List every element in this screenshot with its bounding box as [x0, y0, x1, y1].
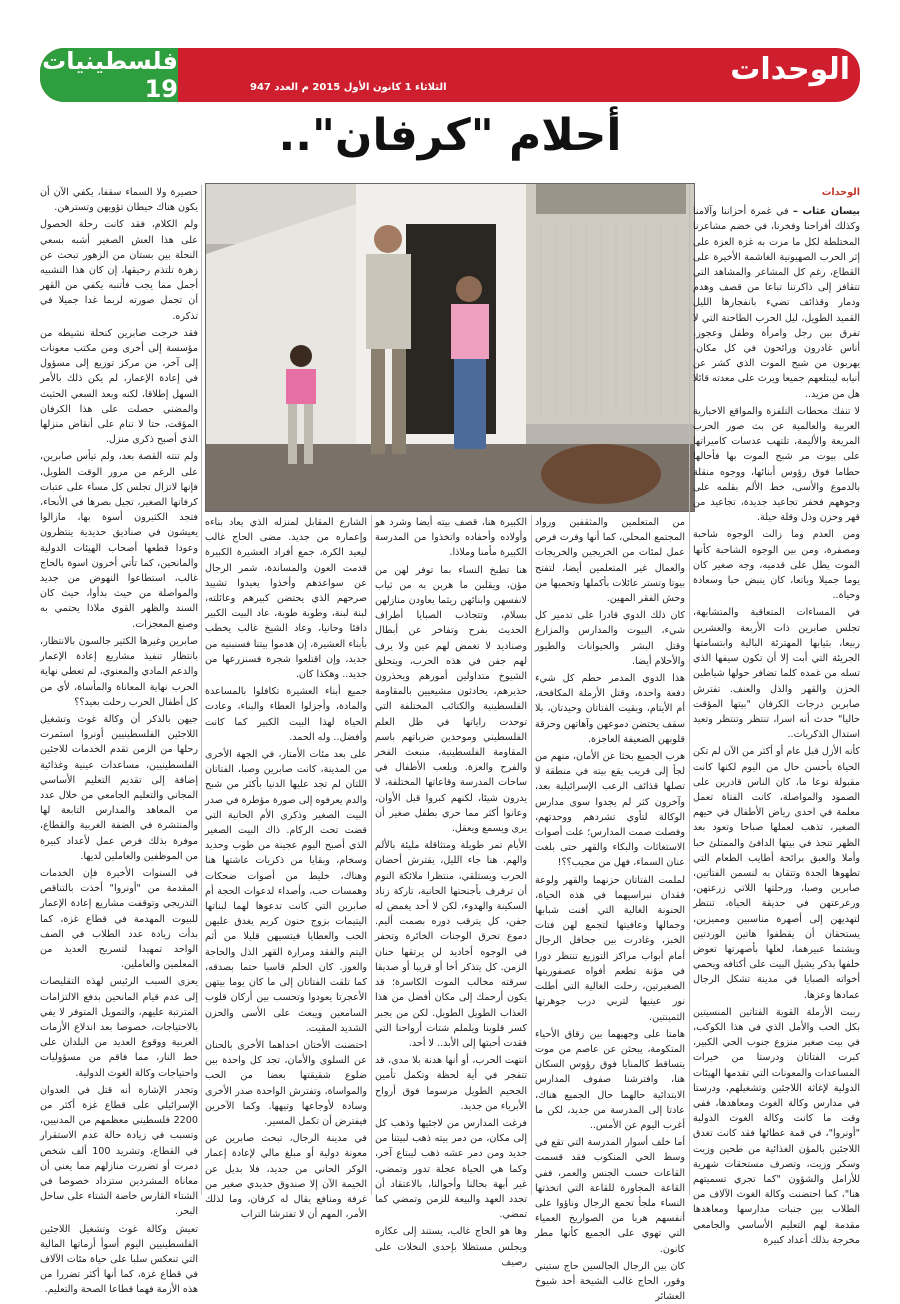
paragraph: كان ذلك الدوي قادرا على تدمير كل شيء، البيوت والمدارس والمزارع وقتل البشر والحيوانات والطيور والأحلام أيضا.	[535, 610, 685, 667]
article-column-4	[205, 515, 367, 1221]
article-credit: الوحدات	[821, 187, 860, 198]
article-column-2	[535, 515, 685, 1303]
paragraph: على بعد مئات الأمتار، في الجهة الأخرى من المدينة، كانت صابرين وصبا، الفتاتان اللتان لم تجد عليها الدنيا بأكثر من شبح والدم يعرفوه إلى صورة مؤطرة في صدر البيت الصغير وذكرى الأم الحانية التي قضت تحت الركام. ذاك البيت الصغير الذي أصبح اليوم عجينة من طوب وحديد وسخام، وبقايا من ذكريات عاشتها هنا وهناك، خليط من أصوات ضحكات وهمسات حب، وأصداء لدعوات الحجة أم صابرين التي كانت تدعوها لهما لبناتها اليتيمات بزوج حنون كريم يغدق عليهن الحب والعطايا فيتسيهن قليلا من أثم اليتم والفقد ومرارة القهر الذل والحاجة والعوز. كان الحلم قاسيا حتما بصدقه، كما تلقت الفتاتان إلى ما كان يوما بيتهن الأعجرتا يعودوا وتحسب بين أركان قلوب السامعين ويبعث على الأسى والحزن الشديد المقيت.	[205, 749, 367, 1034]
column-divider	[201, 185, 202, 1195]
caravan-photo-illustration	[206, 184, 694, 511]
paragraph: وتجدر الإشارة أنه قتل في العدوان الإسرائيلي على قطاع غزة أكثر من 2200 فلسطيني معظمهم من المدنيين، وتسبب في زيادة حالة عدم الاستقرار في القطاع، وتشريد 100 ألف شخص دمرت أو تضررت منازلهم مما يعني أن معاناة المشردين ستزداد خصوصا في الشتاء القارس خاصة الشتاء على ساحل البحر.	[40, 1084, 199, 1218]
paragraph: جيهن بالذكر أن وكالة غوث وتشغيل اللاجئين الفلسطينيين أونروا استمرت رحلها من الزمن تقدم الخدمات للاجئين الفلسطينيين، مساعدات عينية وغذائية إضافة إلى تقديم التعليم الأساسي المجاني والتعليم الجامعي من خلال عدد من المعاهد والمدارس التابعة لها والمنتشرة في الضفة الغربية والقطاع، موفرة بذلك فرص عمل لأعداد كبيرة من الموظفين والعاملين لديها.	[40, 713, 198, 862]
paragraph: حصيرة ولا السماء سقفا، يكفي الآن أن يكون هناك حيطان تؤويهن وتسترهن.	[40, 187, 198, 214]
article-column-1	[693, 185, 860, 1246]
article-column-5	[40, 185, 199, 1296]
article-headline: أحلام "كرفان"..	[278, 110, 622, 161]
column-divider	[531, 515, 532, 1195]
section-label	[40, 48, 178, 102]
author-byline: بيسان عثاب –	[792, 206, 860, 218]
paragraph: أما خلف أسوار المدرسة التي تقع في وسط الحي المنكوب فقد قسمت القاعات حسب الجنس والعمر، ففي القاعة المجاورة للقاعة التي اتخذتها النساء ملجأ تجمع الرجال وناؤوا على أنفسهم هربا من الصواريخ العمياء التي تهوي على الجميع كأنها مطر كانون.	[535, 1137, 685, 1255]
paragraph: ولم الكلام، فقد كانت رحلة الحصول على هذا العش الصغير أشبه بسعي النحلة بين بستان من الزهور تبحث عن زهرة تلتذم رحيقها، إن كان هذا التشبيه أجمل مما يجب فأتنبه يكفي من القهر أن تجمل صورته لربما غدا جميلا في تذكره.	[40, 219, 198, 322]
paragraph: هامتا على وجهيهما بين زقاق الأحياء المتكومة، يبحثن عن عاصم من موت يتساقط كالمنايا فوق رؤوس السكان هنا، وافترشنا صفوف المدارس الابتدائية حالهما حال الجميع هناك، عادتا إلى المدرسة من جديد، لكن ما أغرب اليوم عن الأمس..	[535, 1028, 685, 1131]
paragraph: هنا تطبخ النساء بما توفر لهن من مؤن، ويقلبن ما هربن به من ثياب لانفسهن وابنائهن ريثما يعاودن منازلهن بسلام، وتتجاذب الصبايا أطراف الحديث بفرح وتفاخر عن أبطال وصناديد لا تغمض لهم عين ولا يرف لهم جفن في هذه الحرب، ويتحلق الشيوخ متداولين أمورهم ويحذرون حذيرهم، يحادثون مشيعيين بالمقاومة الفلسطينية والكتائب المختلفة التي توحدت راياتها في ظل العلم الفلسطيني وموحدين ضرباتهم باسم المقاومة الفلسطينية، منبعث الفخر والفرح والعزة. ويلعب الأطفال في ساحات المدرسة وقاعاتها المختلفة، لا يدرون شيئا، لكنهم كبروا قبل الأوان، وعانوا أكثر مما حري بطفل صغير أن يرى ويسمع ويعقل.	[375, 564, 527, 835]
paragraph	[693, 204, 860, 402]
article-column-3	[375, 515, 527, 1268]
paragraph: الكبيرة هنا، قصف بيته أيضا وشرد هو وأولاده وأحفاده واتخذوا من المدرسة الكبيرة مأمنا وملاذا.	[375, 517, 527, 559]
paragraph: انتهت الحرب، أو أنها هدنة بلا مدى، قد تتفجر في أية لحظة وتكمل تأمين الجحيم الطويل مرسوما فوق أرواح الأبرياء من جديد.	[375, 1055, 527, 1112]
paragraph: ولم تنته القصة بعد، ولم تيأس صابرين، على الرغم من مرور الوقت الطويل، فإنها لاتزال تجلس كل مساء على عتبات كرفانها الصغير، تجيل بصرها في الأنحاء، فتجد الكثيرون أسوة بها، مازالوا يعيشون في صناديق حديدية ينتظرون وعودا قطعها أصحاب الهيئات الدولية والمانحين، كما تأتي أخرون اسوة بالحاج غالب، استطاعوا النهوض من جديد والمواصلة من حيث بدأوا، حيث كان السند والظهر القوي ملاذا يحتمي به وصنع المعجزات.	[40, 451, 198, 630]
paragraph: كان بين الرجال الجالسين حاج ستيني وقور، الحاج غالب الشيخة أحد شيوخ العشائر	[535, 1260, 685, 1303]
paragraph: صابرين وغيرها الكثير جالسون بالانتظار، بانتظار تنفيذ مشاريع إعادة الإعمار والدعم المادي والمعنوي، لم تعطي نهاية الحرب نهاية المعاناة والمأساة، لأي من كل أطفال الحرب رحلت بعيد؟؟	[40, 635, 198, 708]
section-title: فلسطينيات 19	[42, 47, 178, 103]
paragraph: يعزى السبب الرئيس لهذه التقليصات إلى عدم قيام المانحين بدفع الالتزامات المترتبة عليهم، والتمويل المتوفر لا يفي بالاحتياجات، خصوصا بعد اندلاع الأزمات العربية ووقوع العديد من البلدان على خط النار، مما فاقم من مسؤوليات واحتياجات وكالة الغوث الدولية.	[40, 976, 198, 1079]
paragraph: الأيام تمر طويلة ومتثاقلة مليئة بالألم والهم. هنا جاء الليل، يقترش أحضان الحرب ويستلقي، منتظرا ملائكة النوم أن ترفرف بأجنحتها الحانية، تاركة زناد السكينة والهدوء، لكن لا أحد يغمض له جفن، كل يترقب دوره بصمت أليم. دموع تحرق الوجنات الخائرة وتحفر في الوجوه أخاديد لن يرتقها حنان الزمن. كل يتذكر أخا أو قريبا أو صديقا سرقته مخالب الموت الكاسرة؛ قد يكون أرحمك إلى مكان أفضل من هذا العذاب الطويل الطويل. لكن من يجبر كسر قلوبنا ويلملم شتات أرواحنا التي فقدت أحبتها إلى الأبد.. لا أحد.	[375, 840, 527, 1049]
paragraph-text: في غمرة أحزاننا وآلامنا وكذلك أفراحنا وفخرنا، في خضم مشاعرنا المختلطة لكل ما مرت به غزة العزة على إثر الحرب الصهيونية الغاشمة الأخيرة على القطاع، رغم كل المشاعر والمشاهد التي تتقافز إلى ذاكرتنا تباعا من قصف وهدم ودمار وقذائف تضيء بانفجارها الليل القميد الطويل، ليل الحرب الطاحنة التي لا تفرق بين رجل وامرأة وطفل وعجوز، أناس غادرون ورائحون في كل مكان، يهربون من شبح الموت الذي كشر عن أنيابه ليبتلعهم جميعا ويرث على معدته قائلا هل من مزيد..	[693, 206, 860, 400]
paragraph: من المتعلمين والمثقفين ورواد المجتمع المحلي، كما أنها وفرت فرص عمل لمئات من الخريجين والخريجات والعمال غير المتعلمين أيضا، لتفتح بيوتا وتستر عائلات بأكملها وتحميها من وحش الفقر المهين.	[535, 517, 685, 605]
paragraph: هذا الدوي المدمر حطم كل شيء دفعة واحدة، وقتل الأرملة المكافحة، أم الأيتام، وبقيت الفتاتان وحيدتان، بلا سقف يحتضن دموعهن وآهاتهن وحرقة قلوبهن الضعيفة العاجزة.	[535, 673, 685, 745]
paragraph: الشارع المقابل لمنزله الذي يعاد بناءه وإعماره من جديد. مضى الحاج غالب ليعيد الكرة، جمع أفراد العشيرة الكبيرة قدمت العون والمساندة، شمر الرجال عن سواعدهم وأخذوا يعيدوا تشييد صرحهم الذي يحتضن كبيرهم وعائلته، لبنة لبنة، وطوبة طوبة، عاد البيت الكبير دافئا وحانيا، وعاد الشيخ غالب يخطب بأبناء العشيرة، إن هدموا بيتنا فسنبنيه من جديد، وإن اقتلعوا شجرة فسنزرعها من جديد.. وهكذا كان.	[205, 517, 367, 681]
article-photo	[205, 183, 695, 512]
issue-dateline: الثلاثاء 1 كانون الأول 2015 م العدد 947	[250, 82, 447, 93]
paragraph: في السنوات الأخيرة فإن الخدمات المقدمة من "أونروا" أخذت بالتناقص التدريجي وتوقفت مشاريع إعادة الإعمار للبيوت المهدمة في قطاع غزة، كما بدأت زيادة عدد الطلاب في الصف الواحد تمهيدا لتسريح العديد من المعلمين والعاملين.	[40, 867, 198, 971]
paragraph: لا تنفك محطات التلفزة والمواقع الاخبارية العربية والعالمية عن بث صور الحرب المريعة والأليمة، تلتهب عدسات كاميراتها على بيوت مر شبح الموت بها فأحالها حطاما فوق رؤوس أبنائها، ووجوه منقلة بالدموع والأسى، خط الألم بقلمه على وجوههم فحفر تجاعيد جديدة، تجاعيد من قهر وحزن وذل وقلة حيلة.	[693, 405, 860, 524]
paragraph: كأنه الأزل قبل عام أو أكثر من الآن لم تكن الحياة بأحسن حال من اليوم لكنها كانت مقبولة نوعا ما، كان الناس قادرين على الصمود والمواصلة، كانت الفتاة تعمل معلمة في احدى رياض الأطفال في حيهم الصغير، تذهب لعملها صباحا وتعود بعد الظهر تنجذ في بيتها الدافئ والممتلئ حبا وأملا والعبق برائحة أطايب الطعام التي تطهوها الجدة وتتقان به لنسمن الفتاتين، صابرين وصبا، ورحلتها اللاتي زرعتهن، ورعرعتهن في حديقة الحياة، تنتظر لتهديهن إلى أصهرة مناسبين ومميزين، يستحقان أن يقطفوا هاتين الوردتين ويشتما عبيرهما، لعلها بأصهرتها تعوض خلفها بذكر يشيل البيت على أكتافه ويحمي أخواته الصبايا في مدينة تشكل الرجال عمادها وعزها.	[693, 746, 860, 1001]
column-divider	[371, 515, 372, 1195]
page-header	[0, 0, 900, 110]
paragraph: تعيش وكالة غوث وتشغيل اللاجئين الفلسطينيين اليوم أسوأ أزماتها المالية التي تنعكس سلبا على حياة مئات الآلاف في قطاع غزة، كما أنها أكثر تضررا من هذه الأزمة فهما قطاعا الصحة والتعليم.	[40, 1223, 198, 1296]
paragraph: رببت الأرملة القوية الفتاتين المنسيتين بكل الحب والأمل الذي في هذا الكوكب، في بيت صغير منزوع جنوب الحي الكبير، كبرت الفتاتان ودرستا من خيرات المساعدات والمعونات التي تقدمها الهيئات الدولية لإغاثة اللاجئين وتشغيلهم، ودرستا في مدارس وكالة الغوث ومعاهدها، ففي وقت ما كانت وكالة الغوث الدولية "أونروا"، في قمة عطائها فقد كانت تغدق اللاجئين بالمؤن الغذائية من طحين وزيت وسكر وزيت، وتصرف مستحقات شهرية للأرامل والشؤون "كما تجري تسميتهم هنا"، كما احتضنت وكالة الغوث الآلاف من الطلاب بين جنبات مدارسها ومعاهدها مقدمة لهم التعليم الأساسي والجامعي مخرجة بذلك أعداد كبيرة	[693, 1006, 860, 1246]
paragraph: في مدينة الرجال، تبحث صابرين عن معونة دولية أو مبلغ مالي لإعادة إعمار الوكر الحاني من جديد، فلا بديل عن الخيمة الآن إلا صندوق حديدي صغير من غرفة ومنافع يقال له كرفان، وما لذلك الأمر، المهم أن لا تفترشا التراب	[205, 1133, 367, 1221]
newspaper-logo[interactable]: الوحدات	[730, 52, 850, 87]
paragraph: فقد خرجت صابرين كنحلة نشيطه من مؤسسة إلى أخرى ومن مكتب معونات إلى آخر، من مركز توزيع إلى مسؤول في إعادة الإعمار، لم يكن ذلك بالأمر السهل إطلاقا، لكنه وبعد السعي الحثيث والمضني حصلت على هذا الكرفان المؤقت، حتا لا تنام على أنقاض منزلها الذي أصبح ذكرى منزل.	[40, 327, 198, 446]
column-divider	[689, 185, 690, 1195]
paragraph: هرب الجميع بحثا عن الأمان، منهم من لجأ إلى قريب يقع بيته في منطقة لا تصلها قذائف الرعب الإسرائيلية بعد، وآخرون كثر لم يجدوا سوى مدارس الوكالة لتأوي تشردهم ووحدتهم، وفصلت صمت المدارس؛ علت أصوات الاستغاثات والبكاء والقهر حتى بلغت عنان السماء، فهل من مجيب؟؟!	[535, 751, 685, 869]
paragraph: وها هو الحاج غالب، يستند إلى عكازه ويجلس مستظلا بإحدى النخلات على رصيف	[375, 1226, 527, 1268]
paragraph: ومن العدم وما زالت الوجوه شاحبة ومصفرة، ومن بين الوجوه الشاحبة كأنها الموت يطل على قدميه، وجه صغير كان يوما جميلا وباتعا، كان ينبض حبا وسعادة وحياة..	[693, 529, 860, 602]
paragraph: في المساءات المتعاقبة والمتشابهة، تجلس صابرين ذات الأربعة والعشرين ربيعا، بثيابها المهترئة البالية وابتسامتها الجريئة التي أبت إلا أن تكون سيفها الذي تسله من غمده كلما تضافر حولها شياطين الحزن والقهر والذل والعنف. تفترش صابرين درجات الكرفان "بيتها المؤقت حاليا" حدث أنه اسرا، تنتظر وتنتظر وتعيد استدال الذكريات..	[693, 607, 860, 741]
paragraph: احتضنت الأختان احداهما الأخرى بالحنان عن السلوى والأمان، تجد كل واحدة بين ضلوع شقيقتها بعضا من الحب والمواساة، وتفترش الواحدة صدر الأخرى وسادة لأوجاعها وتيهها. وكما الآخرين فيفترض أن تكمل المسير.	[205, 1039, 367, 1127]
paragraph: لملمت الفتاتان حزنهما والقهر ولوعة فقدان نبراسيهما في هذه الحياة، الحنونة الغالية التي أفنت شبابها وجمالها وعافيتها لتجمع لهن فتات الخبز، وغادرت بين جحافل الرجال أمام أبواب مراكز التوزيع تنتظر دورا في مؤنة تطعم أفواه عصفوريتها الصغيرتين، رحلت الغالية التي أطلت نور عينيها لتربي درب جوهرتها الثمينتين.	[535, 874, 685, 1023]
paragraph: جميع أبناء العشيرة تكافلوا بالمساعدة والمادة، وأجزلوا العطاء والبناء، وعادت الحياة لهذا البيت الكبير كما كانت وأفضل.. وله الحمد.	[205, 686, 367, 743]
paragraph: فرغت المدارس من لاجئيها وذهب كل إلى مكان، من دمر بيته ذهب لبيتنا من جديد ومن دمر عشه ذهب ليبتاع آخر، وكما هي الحياة عجلة تدور وتمضي، غير أبهة بحالنا وأحوالنا، بالاعتقاد أن تجدد العهد والبيعة للزمن وتمضي كما تمضي.	[375, 1117, 527, 1221]
